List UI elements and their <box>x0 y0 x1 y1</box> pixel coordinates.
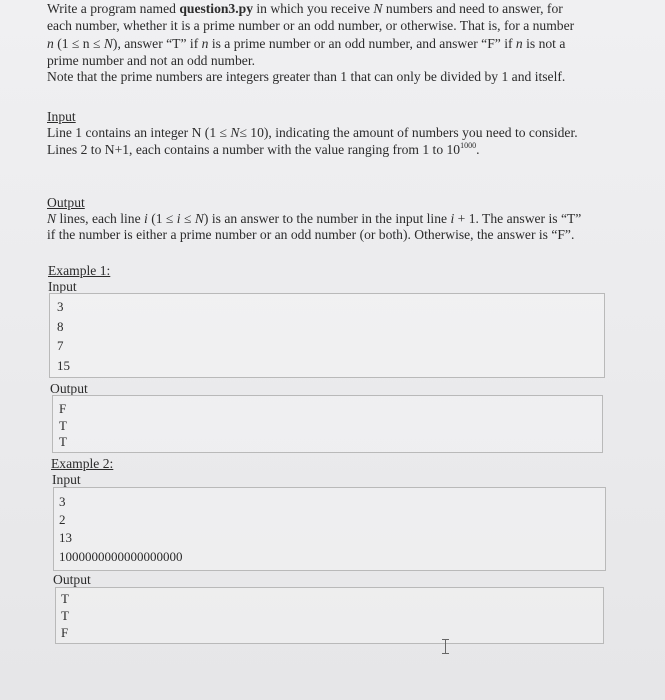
text-cursor-icon <box>441 638 451 656</box>
output-heading: Output <box>47 195 85 210</box>
example-1-input-line: 7 <box>57 338 64 353</box>
intro-text: Write a program named <box>47 1 180 16</box>
variable-i: i <box>144 211 148 226</box>
example-2-output-line: F <box>61 625 69 640</box>
example-2-output-label: Output <box>53 572 91 587</box>
variable-n: N <box>103 36 113 51</box>
input-text: Line 1 contains an integer N (1 ≤ <box>47 125 231 140</box>
output-text: ) is an answer to the number in the input line <box>203 211 451 226</box>
input-text: ≤ 10), indicating the amount of numbers you need to consider. <box>239 125 578 140</box>
variable-n: N <box>230 125 240 140</box>
intro-line-5: Note that the prime numbers are integers greater than 1 that can only be divided by 1 and itself. <box>47 69 566 84</box>
output-line-2: if the number is either a prime number or an odd number (or both). Otherwise, the answer is “F”. <box>47 227 575 242</box>
input-line-2 <box>47 142 480 158</box>
example-2-output-line: T <box>61 591 69 606</box>
example-2-input-line: 1000000000000000000 <box>59 549 183 564</box>
intro-text: ), answer “T” if <box>112 36 202 51</box>
example-1-output-line: F <box>59 401 67 416</box>
example-1-output-box <box>52 395 603 453</box>
variable-i: i <box>450 211 455 226</box>
output-line-1 <box>47 211 581 227</box>
example-2-input-box <box>53 487 606 571</box>
input-text: Lines 2 to N+1, each contains a number with the value ranging from 1 to 10 <box>47 142 461 157</box>
variable-n: N <box>47 211 57 226</box>
input-line-1 <box>47 125 578 141</box>
output-text: (1 ≤ <box>147 211 177 226</box>
example-1-output-label: Output <box>50 381 88 396</box>
input-heading: Input <box>47 109 76 124</box>
intro-line-4: prime number and not an odd number. <box>47 53 256 68</box>
output-text: + 1. The answer is “T” <box>454 211 582 226</box>
variable-n: n <box>201 36 209 51</box>
example-2-input-label: Input <box>52 472 81 487</box>
intro-text: numbers and need to answer, for <box>382 1 563 16</box>
filename: question3.py <box>179 1 253 16</box>
intro-line-1 <box>47 1 563 17</box>
output-text: ≤ <box>180 211 195 226</box>
intro-text: in which you receive <box>253 1 374 16</box>
example-2-heading: Example 2: <box>51 456 114 471</box>
example-2-input-line: 2 <box>59 512 66 527</box>
variable-i: i <box>176 211 181 226</box>
example-1-input-line: 3 <box>57 299 64 314</box>
variable-n: n <box>515 36 523 51</box>
example-1-output-line: T <box>59 418 67 433</box>
example-2-output-box <box>55 587 604 644</box>
variable-n: n <box>47 36 54 51</box>
example-1-input-label: Input <box>48 279 77 294</box>
example-1-heading: Example 1: <box>48 263 111 278</box>
example-1-output-line: T <box>59 434 67 449</box>
example-1-input-box <box>49 293 605 378</box>
variable-n: N <box>373 1 383 16</box>
intro-line-3 <box>47 36 565 52</box>
example-1-input-line: 8 <box>57 319 64 334</box>
variable-n: N <box>194 211 204 226</box>
intro-line-2: each number, whether it is a prime number or an odd number, or otherwise. That is, for a number <box>47 18 575 33</box>
example-2-input-line: 13 <box>59 530 72 545</box>
example-2-input-line: 3 <box>59 494 66 509</box>
input-text: . <box>476 142 480 157</box>
intro-text: is not a <box>522 36 566 51</box>
output-text: lines, each line <box>56 211 145 226</box>
intro-text: (1 ≤ n ≤ <box>53 36 104 51</box>
example-2-output-line: T <box>61 608 69 623</box>
exponent: 1000 <box>460 141 477 150</box>
intro-text: is a prime number or an odd number, and answer “F” if <box>208 36 516 51</box>
example-1-input-line: 15 <box>57 358 70 373</box>
